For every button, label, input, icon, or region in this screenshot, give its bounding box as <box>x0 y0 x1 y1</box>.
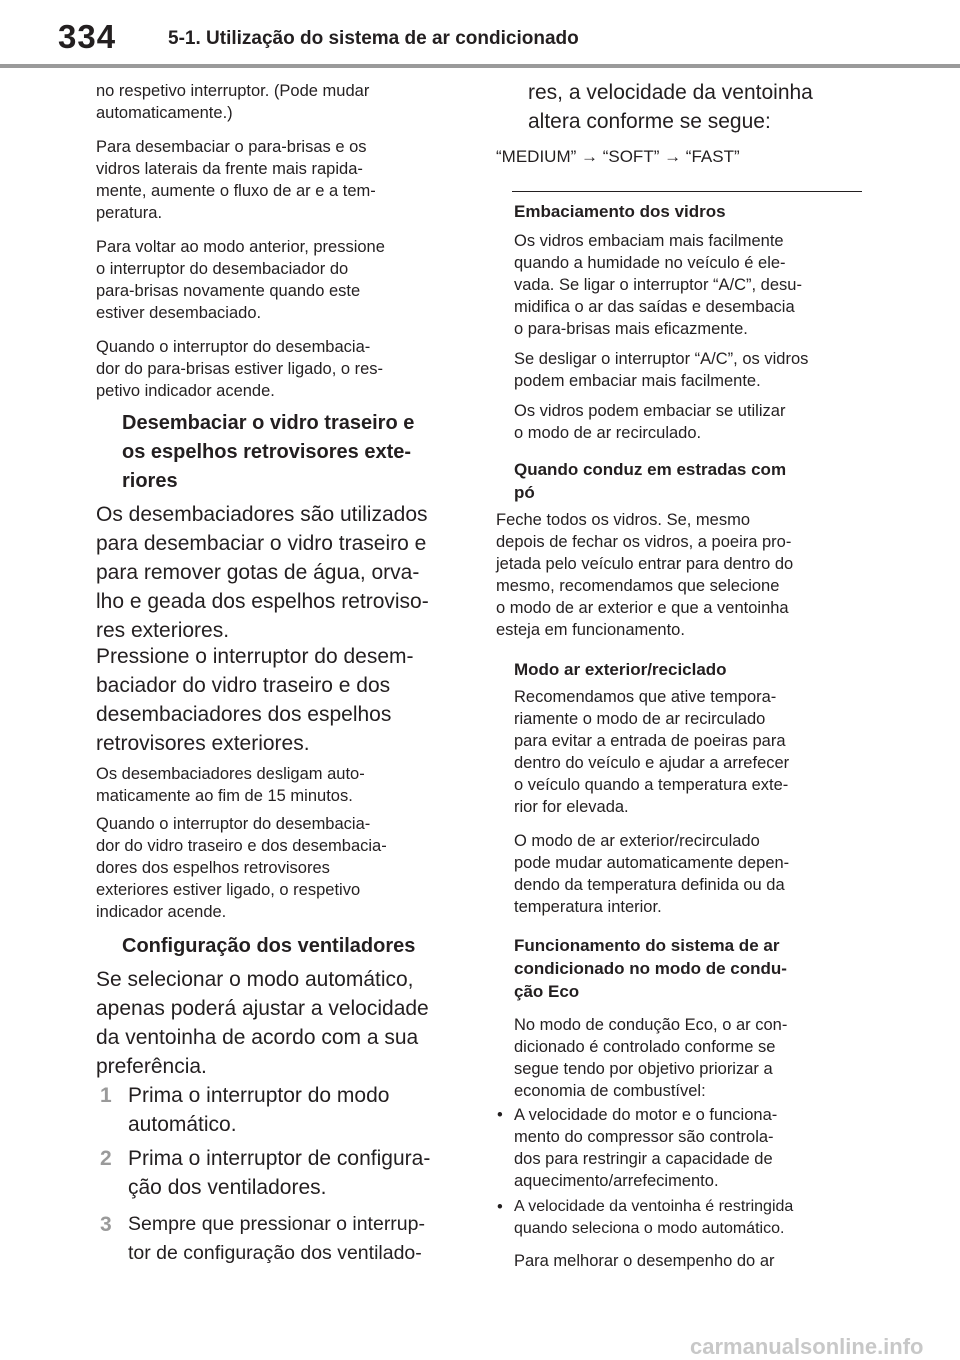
paragraph: No modo de condução Eco, o ar con- dicionado é controlado conforme se segue tendo por objetivo priorizar a economia de combustível: <box>514 1016 788 1100</box>
step-number: 1 <box>100 1084 112 1107</box>
paragraph: Para desembaciar o para-brisas e os vidros laterais da frente mais rapida- mente, aumente o fluxo de ar e a tem- peratura. <box>96 138 376 222</box>
section-heading: Desembaciar o vidro traseiro e os espelhos retrovisores exte- riores <box>122 412 415 492</box>
paragraph: Os desembaciadores desligam auto- maticamente ao fim de 15 minutos. <box>96 765 365 805</box>
bullet-marker: • <box>497 1198 503 1216</box>
bullet-item: A velocidade da ventoinha é restringida quando seleciona o modo automático. <box>514 1198 794 1237</box>
paragraph: Recomendamos que ative tempora- riamente o modo de ar recirculado para evitar a entrada de poeiras para dentro do veículo e ajudar a arrefecer o veículo quando a temperatura exte- rior for elevada. <box>514 688 790 816</box>
section-title: 5-1. Utilização do sistema de ar condicionado <box>168 28 579 49</box>
paragraph: Se selecionar o modo automático, apenas poderá ajustar a velocidade da ventoinha de acordo com a sua preferência. <box>96 968 429 1078</box>
subheading: Modo ar exterior/reciclado <box>514 660 727 679</box>
page-header <box>0 0 960 68</box>
subheading: Embaciamento dos vidros <box>514 202 726 221</box>
paragraph: O modo de ar exterior/recirculado pode mudar automaticamente depen- dendo da temperatura definida ou da temperatura interior. <box>514 832 790 916</box>
subheading: Funcionamento do sistema de ar condicionado no modo de condu- ção Eco <box>514 936 787 1001</box>
step-text: Sempre que pressionar o interrup- tor de configuração dos ventilado- <box>128 1213 425 1264</box>
paragraph: Para voltar ao modo anterior, pressione o interruptor do desembaciador do para-brisas novamente quando este estiver desembaciado. <box>96 238 385 322</box>
subheading: Quando conduz em estradas com pó <box>514 460 787 502</box>
page-number: 334 <box>58 18 117 55</box>
step-text: Prima o interruptor do modo automático. <box>128 1084 390 1136</box>
paragraph: Para melhorar o desempenho do ar <box>514 1252 775 1270</box>
section-heading: Configuração dos ventiladores <box>122 935 416 957</box>
bullet-marker: • <box>497 1106 503 1124</box>
step-number: 3 <box>100 1213 112 1236</box>
header-divider <box>0 64 960 68</box>
paragraph: Os desembaciadores são utilizados para desembaciar o vidro traseiro e para remover gotas de água, orva- lho e geada dos espelhos retroviso- res exteriores. <box>96 503 429 642</box>
paragraph: Pressione o interruptor do desem- baciador do vidro traseiro e dos desembaciadores dos espelhos retrovisores exteriores. <box>96 645 414 755</box>
sequence-text: “MEDIUM” → “SOFT” → “FAST” <box>496 147 740 166</box>
paragraph: no respetivo interruptor. (Pode mudar automaticamente.) <box>96 82 370 122</box>
divider <box>512 191 862 192</box>
paragraph: Quando o interruptor do desembacia- dor do vidro traseiro e dos desembacia- dores dos espelhos retrovisores exteriores estiver ligado, o respetivo indicador acende. <box>96 815 387 921</box>
paragraph: res, a velocidade da ventoinha altera conforme se segue: <box>528 81 813 133</box>
watermark: carmanualsonline.info <box>690 1334 924 1359</box>
paragraph: Os vidros podem embaciar se utilizar o modo de ar recirculado. <box>514 402 786 442</box>
paragraph: Feche todos os vidros. Se, mesmo depois de fechar os vidros, a poeira pro- jetada pelo veículo entrar para dentro do mesmo, recomendamos que selecione o modo de ar exterior e que a ventoinha esteja em funcionamento. <box>496 511 794 639</box>
bullet-item: A velocidade do motor e o funciona- mento do compressor são controla- dos para restringir a capacidade de aquecimento/arrefecimento. <box>514 1106 778 1190</box>
paragraph: Se desligar o interruptor “A/C”, os vidros podem embaciar mais facilmente. <box>514 350 809 390</box>
paragraph: Os vidros embaciam mais facilmente quando a humidade no veículo é ele- vada. Se ligar o interruptor “A/C”, desu- midifica o ar das saídas e desembacia o para-brisas mais eficazmente. <box>514 232 802 338</box>
step-number: 2 <box>100 1147 112 1170</box>
paragraph: Quando o interruptor do desembacia- dor do para-brisas estiver ligado, o res- petivo indicador acende. <box>96 338 384 400</box>
step-text: Prima o interruptor de configura- ção dos ventiladores. <box>128 1147 431 1199</box>
